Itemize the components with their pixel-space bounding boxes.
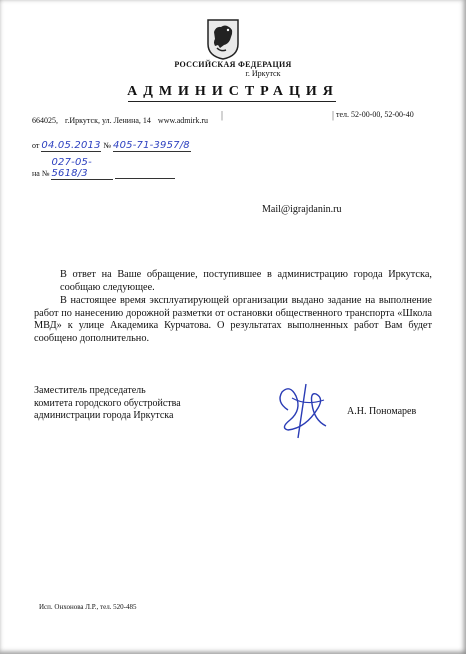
reply-to-label: на № (32, 169, 50, 178)
from-date-line (41, 140, 101, 152)
from-field (32, 140, 191, 152)
outgoing-number: 405-71-3957/8 (113, 140, 190, 151)
phone-bracket: | (332, 110, 335, 121)
phone-numbers: тел. 52-00-00, 52-00-40 (336, 110, 414, 119)
signatory-line-2: комитета городского обустройства (34, 397, 181, 409)
paragraph-1 (60, 269, 432, 294)
address-line (32, 116, 213, 125)
federation-title: РОССИЙСКАЯ ФЕДЕРАЦИЯ (174, 60, 292, 69)
reply-to-field (32, 157, 175, 180)
paragraph-1-text: В ответ на Ваше обращение, поступившее в администрацию города Иркутска, сообщаю следующее. (60, 269, 432, 293)
postcode: 664025, (32, 116, 58, 125)
from-label: от (32, 141, 40, 150)
executor-note: Исп. Онхонова Л.Р., тел. 520-485 (39, 603, 137, 611)
reply-to-line-extra (115, 169, 175, 179)
from-date: 04.05.2013 (41, 140, 101, 151)
coat-of-arms-icon (206, 18, 240, 60)
street-address: г.Иркутск, ул. Ленина, 14 (65, 116, 151, 125)
recipient-email: Mail@igrajdanin.ru (262, 204, 342, 215)
header-divider (128, 101, 336, 102)
city-title: г. Иркутск (245, 69, 281, 78)
paragraph-2 (34, 295, 432, 345)
address-bracket: | (221, 110, 224, 121)
reply-to-number: 027-05-5618/3 (51, 157, 92, 179)
signatory-title (34, 385, 181, 423)
handwritten-signature (266, 380, 336, 442)
number-line (113, 140, 191, 152)
number-label: № (103, 141, 112, 150)
website: www.admirk.ru (157, 116, 209, 125)
reply-to-line (51, 157, 113, 180)
signatory-line-3: администрации города Иркутска (34, 410, 174, 421)
signatory-line-1: Заместитель председатель (34, 385, 146, 396)
paragraph-2-text: В настоящее время эксплуатирующей организации выдано задание на выполнение работ по нанесению дорожной разметки от остановки общественного транспорта «Школа МВД» к улице Академика Курчатова. О результатах выполненных работ Вам будет сообщено дополнительно. (34, 295, 432, 344)
signatory-name: А.Н. Пономарев (347, 406, 417, 417)
administration-title: АДМИНИСТРАЦИЯ (127, 84, 339, 99)
